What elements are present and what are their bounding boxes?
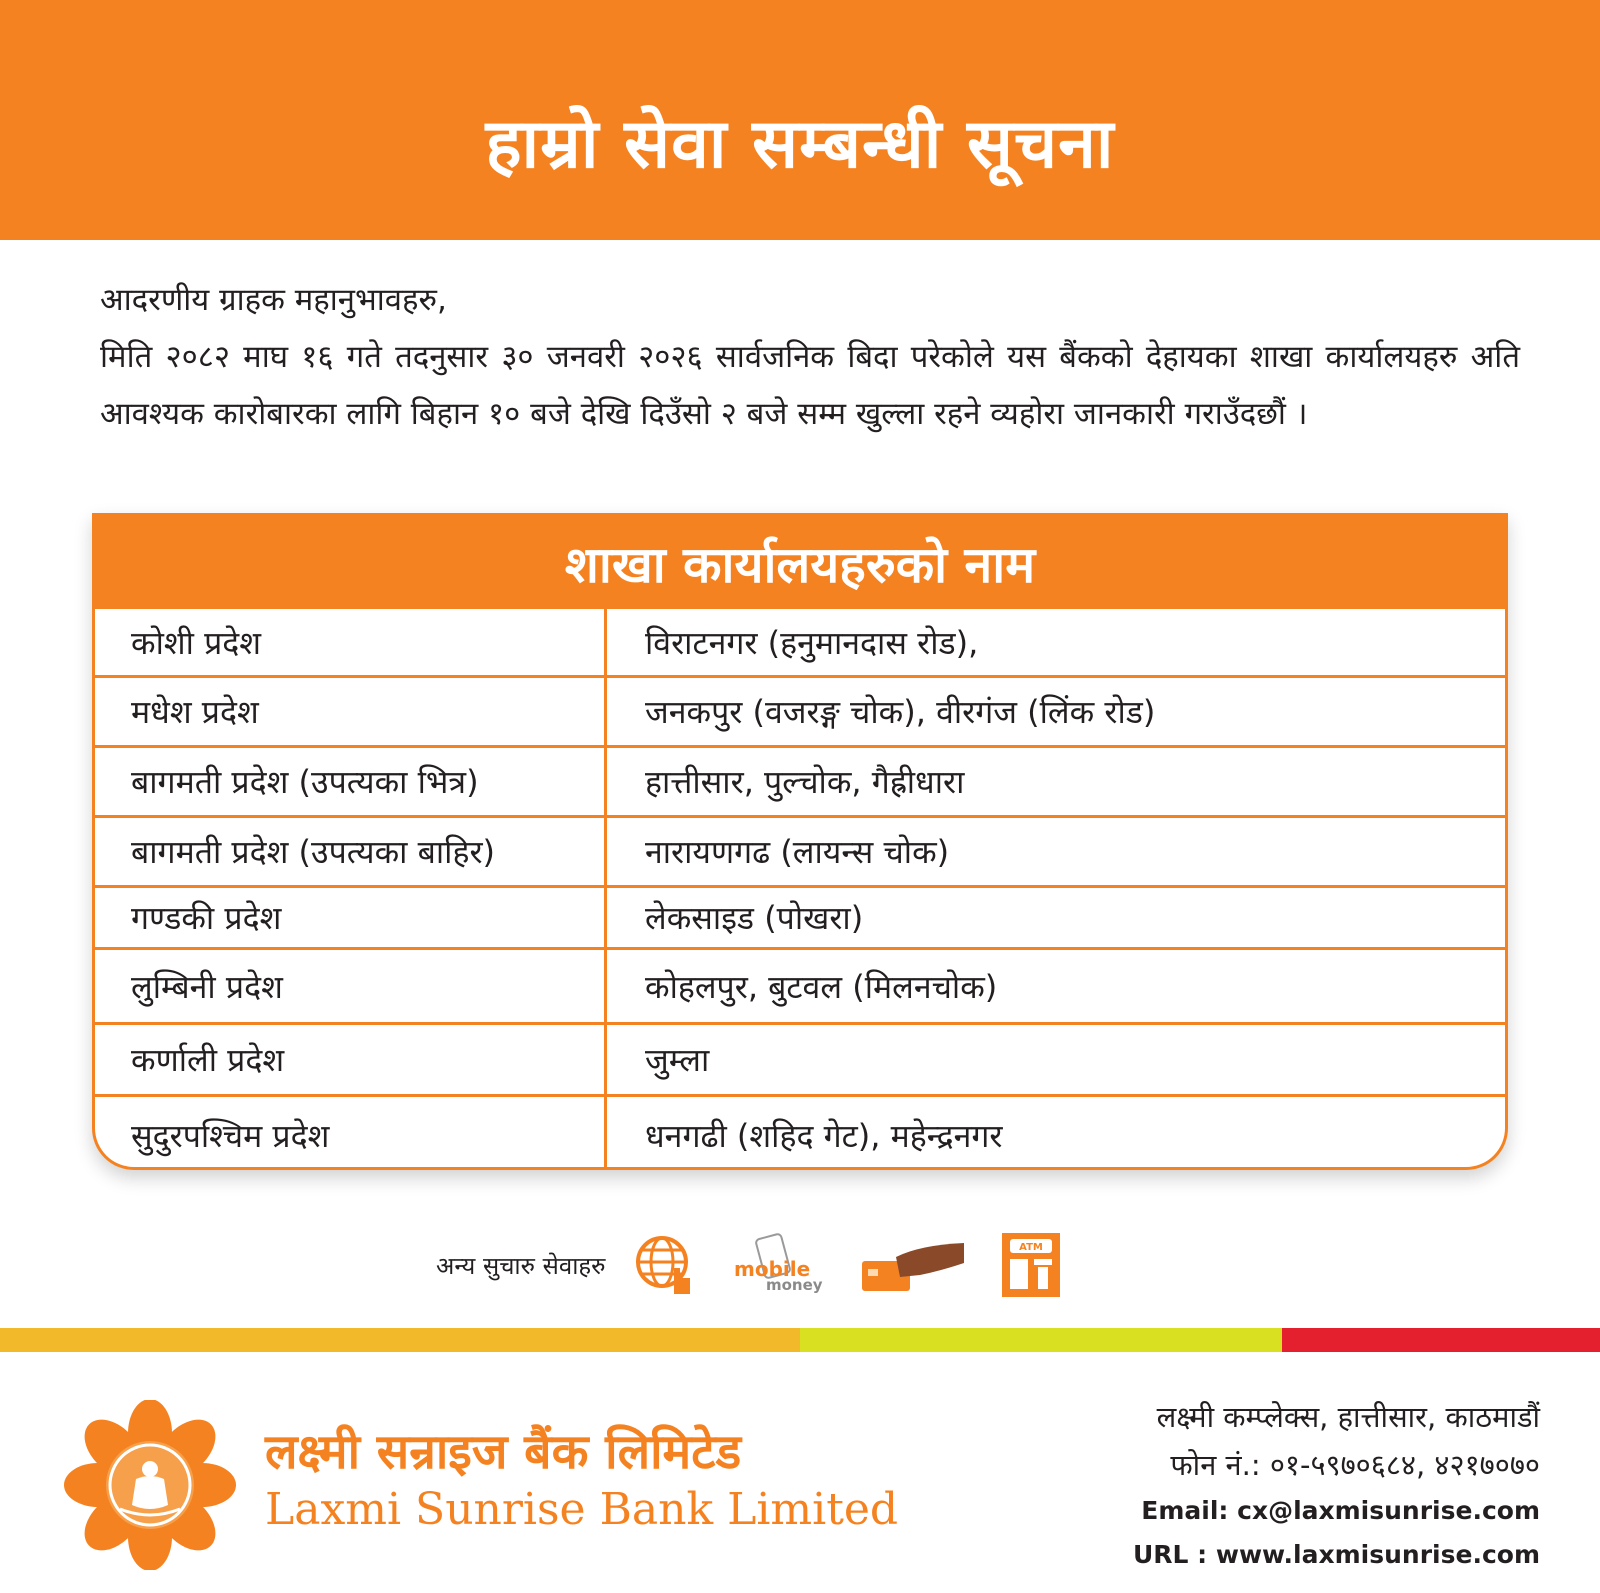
mobile-money-icon <box>730 1232 826 1298</box>
table-row <box>95 885 1505 947</box>
province-cell: सुदुरपश्चिम प्रदेश <box>95 1097 607 1170</box>
strip-yellow <box>0 1328 800 1352</box>
strip-lime <box>800 1328 1282 1352</box>
contact-info <box>940 1393 1540 1577</box>
bank-logo <box>60 1400 899 1570</box>
notice-body: मिति २०८२ माघ १६ गते तदनुसार ३० जनवरी २०२६ सार्वजनिक बिदा परेकोले यस बैंकको देहायका शाखा कार्यालयहरु अति आवश्यक कारोबारका लागि बिहान १० बजे देखि दिउँसो २ बजे सम्म खुल्ला रहने व्यहोरा जानकारी गराउँदछौं । <box>100 339 1520 432</box>
lotus-logo-icon <box>60 1400 240 1570</box>
table-row <box>95 675 1505 745</box>
province-cell: बागमती प्रदेश (उपत्यका भित्र) <box>95 748 607 815</box>
intro-text <box>100 272 1520 443</box>
bank-name-english: Laxmi Sunrise Bank Limited <box>265 1484 899 1535</box>
color-strip <box>0 1328 1600 1352</box>
branch-table-title: शाखा कार्यालयहरुको नाम <box>564 535 1036 594</box>
table-row <box>95 1094 1505 1170</box>
header-banner <box>0 0 1600 240</box>
email[interactable]: Email: cx@laxmisunrise.com <box>1141 1496 1540 1525</box>
table-row <box>95 1022 1505 1094</box>
greeting: आदरणीय ग्राहक महानुभावहरु, <box>100 282 447 318</box>
card-payment-icon <box>860 1237 968 1293</box>
money-text: money <box>765 1276 823 1294</box>
address: लक्ष्मी कम्प्लेक्स, हात्तीसार, काठमाडौं <box>1156 1400 1540 1434</box>
branches-cell: धनगढी (शहिद गेट), महेन्द्रनगर <box>645 1117 1003 1155</box>
notice-title: हाम्रो सेवा सम्बन्धी सूचना <box>485 104 1115 184</box>
services-label: अन्य सुचारु सेवाहरु <box>436 1251 606 1280</box>
branches-cell: जुम्ला <box>645 1041 710 1079</box>
province-cell: मधेश प्रदेश <box>95 678 607 745</box>
table-row <box>95 815 1505 885</box>
branch-table-body <box>95 609 1505 1170</box>
table-row <box>95 745 1505 815</box>
branch-table <box>92 513 1508 1170</box>
other-services <box>436 1230 1094 1300</box>
branches-cell: हात्तीसार, पुल्चोक, गैह्रीधारा <box>645 763 965 801</box>
strip-red <box>1282 1328 1600 1352</box>
branches-cell: नारायणगढ (लायन्स चोक) <box>645 833 950 871</box>
branch-table-header <box>95 516 1505 609</box>
table-row <box>95 947 1505 1022</box>
branches-cell: जनकपुर (वजरङ्ग चोक), वीरगंज (लिंक रोड) <box>645 693 1156 731</box>
atm-icon <box>1002 1233 1060 1297</box>
branches-cell: लेकसाइड (पोखरा) <box>645 899 864 937</box>
table-row <box>95 609 1505 675</box>
website-url[interactable]: URL : www.laxmisunrise.com <box>1132 1540 1540 1569</box>
province-cell: गण्डकी प्रदेश <box>95 888 607 947</box>
branches-cell: विराटनगर (हनुमानदास रोड), <box>645 623 979 662</box>
branches-cell: कोहलपुर, बुटवल (मिलनचोक) <box>645 967 998 1006</box>
internet-banking-icon <box>634 1234 696 1296</box>
phone: फोन नं.: ०१-५९७०६८४, ४२१७०७० <box>1170 1448 1540 1482</box>
bank-name-nepali: लक्ष्मी सन्राइज बैंक लिमिटेड <box>265 1424 742 1480</box>
mobile-text: mobile <box>733 1257 810 1281</box>
province-cell: बागमती प्रदेश (उपत्यका बाहिर) <box>95 818 607 885</box>
province-cell: लुम्बिनी प्रदेश <box>95 950 607 1022</box>
province-cell: कोशी प्रदेश <box>95 609 607 675</box>
atm-text: ATM <box>1018 1242 1043 1253</box>
province-cell: कर्णाली प्रदेश <box>95 1025 607 1094</box>
